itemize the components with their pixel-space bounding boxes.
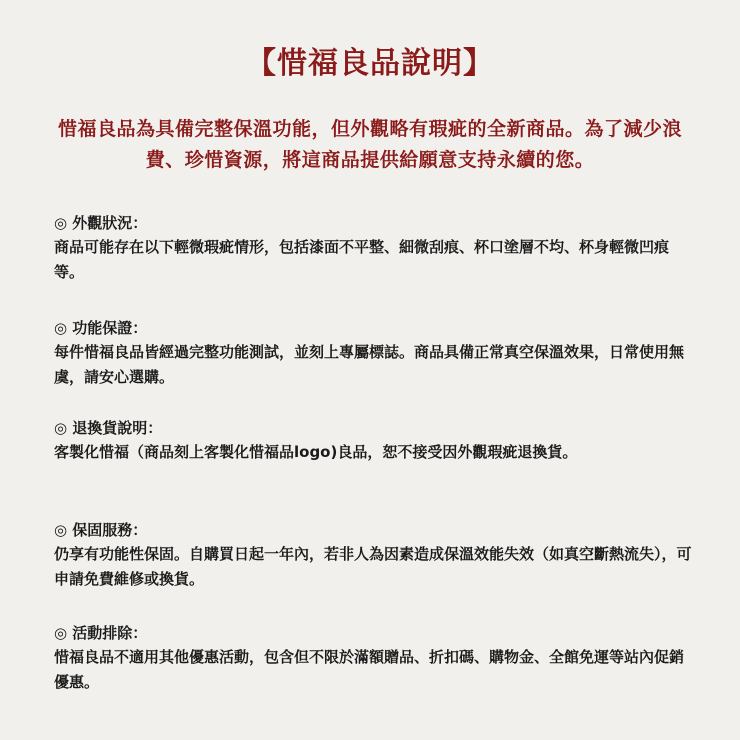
section-appearance	[54, 211, 694, 285]
section-heading: ◎ 外觀狀況：	[54, 214, 148, 232]
section-heading: ◎ 活動排除：	[54, 624, 148, 642]
page-title: 【惜福良品說明】	[246, 46, 494, 81]
section-promotion-exclusion	[54, 621, 694, 695]
section-heading: ◎ 保固服務：	[54, 521, 148, 539]
section-body: 商品可能存在以下輕微瑕疵情形，包括漆面不平整、細微刮痕、杯口塗層不均、杯身輕微凹痕等。	[54, 238, 670, 281]
intro-text: 惜福良品為具備完整保溫功能，但外觀略有瑕疵的全新商品。為了減少浪費、珍惜資源，將這商品提供給願意支持永續的您。	[57, 118, 682, 171]
section-warranty	[54, 518, 694, 592]
section-return-policy	[54, 416, 694, 465]
section-body: 每件惜福良品皆經過完整功能測試，並刻上專屬標誌。商品具備正常真空保溫效果，日常使用無虞，請安心選購。	[54, 343, 685, 386]
section-body: 仍享有功能性保固。自購買日起一年內，若非人為因素造成保溫效能失效（如真空斷熱流失），可申請免費維修或換貨。	[54, 545, 692, 588]
section-heading: ◎ 退換貨說明：	[54, 419, 163, 437]
section-function-guarantee	[54, 316, 694, 390]
section-body: 客製化惜福（商品刻上客製化惜福品logo)良品，恕不接受因外觀瑕疵退換貨。	[54, 443, 578, 461]
section-body: 惜福良品不適用其他優惠活動，包含但不限於滿額贈品、折扣碼、購物金、全館免運等站內促銷優惠。	[54, 648, 685, 691]
section-heading: ◎ 功能保證：	[54, 319, 148, 337]
